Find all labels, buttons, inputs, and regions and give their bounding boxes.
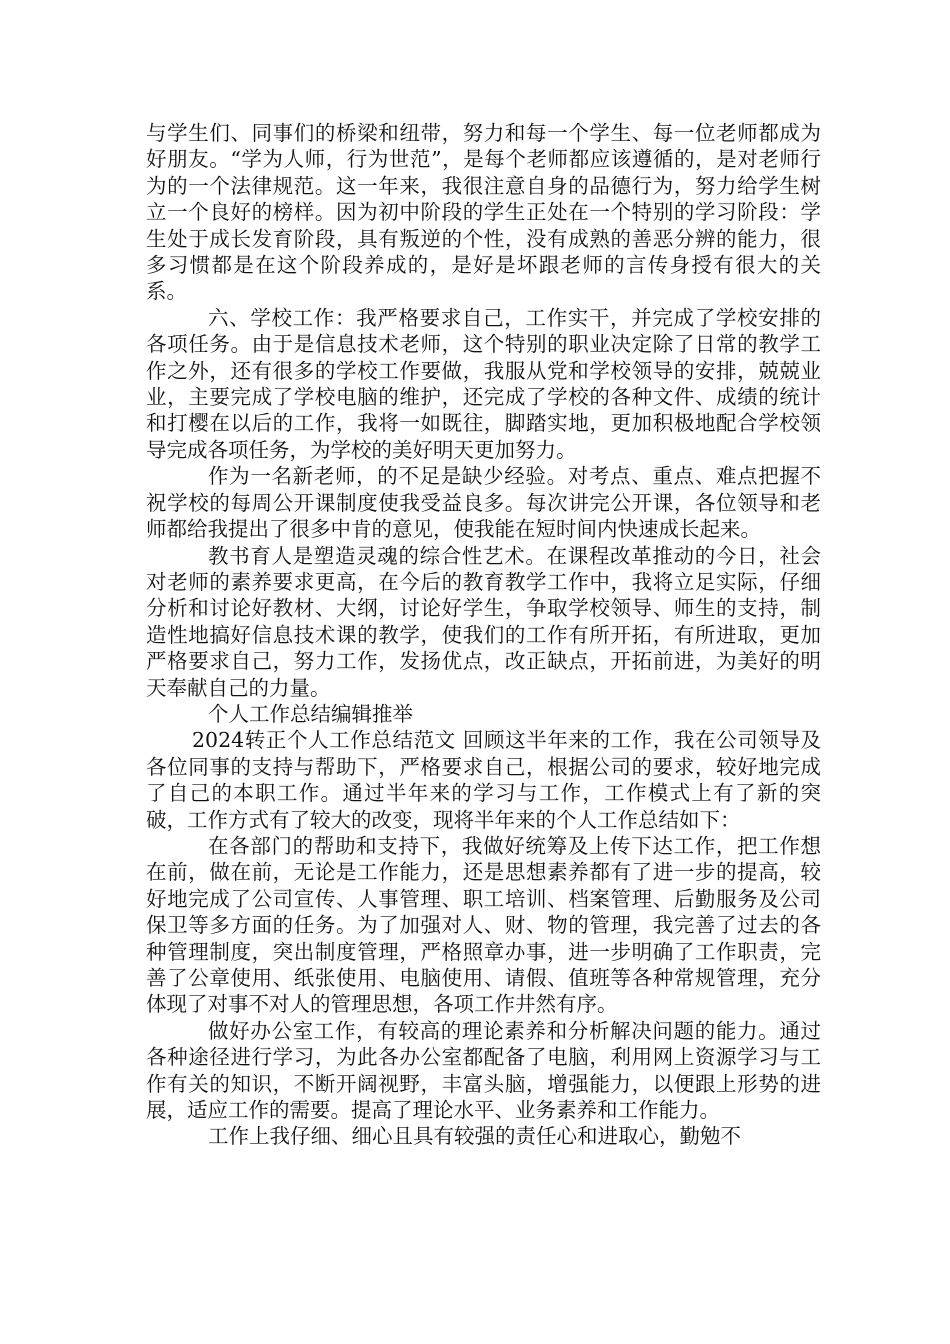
- paragraph-new-teacher: 作为一名新老师，的不足是缺少经验。对考点、重点、难点把握不祝学校的每周公开课制度使我受益良多。每次讲完公开课，各位领导和老师都给我提出了很多中肯的意见，使我能在短时间内快速成长起来。: [146, 464, 821, 542]
- paragraph-continuation: 与学生们、同事们的桥梁和纽带，努力和每一个学生、每一位老师都成为好朋友。“学为人师，行为世范”，是每个老师都应该遵循的，是对老师行为的一个法律规范。这一年来，我很注意自身的品德行为，努力给学生树立一个良好的榜样。因为初中阶段的学生正处在一个特别的学习阶段：学生处于成长发育阶段，具有叛逆的个性，没有成熟的善恶分辨的能力，很多习惯都是在这个阶段养成的，是好是坏跟老师的言传身授有很大的关系。: [146, 121, 821, 304]
- paragraph-school-work: 六、学校工作：我严格要求自己，工作实干，并完成了学校安排的各项任务。由于是信息技术老师，这个特别的职业决定除了日常的教学工作之外，还有很多的学校工作要做，我服从党和学校领导的安排，兢兢业业，主要完成了学校电脑的维护，还完成了学校的各种文件、成绩的统计和打樱在以后的工作，我将一如既往，脚踏实地，更加积极地配合学校领导完成各项任务，为学校的美好明天更加努力。: [146, 305, 821, 462]
- paragraph-teaching-art: 教书育人是塑造灵魂的综合性艺术。在课程改革推动的今日，社会对老师的素养要求更高，在今后的教育教学工作中，我将立足实际，仔细分析和讨论好教材、大纲，讨论好学生，争取学校领导、师生的支持，制造性地搞好信息技术课的教学，使我们的工作有所开拓，有所进取，更加严格要求自己，努力工作，发扬优点，改正缺点，开拓前进，为美好的明天奉献自己的力量。: [146, 543, 821, 700]
- document-page: [146, 120, 821, 1150]
- paragraph-work-attitude: 工作上我仔细、细心且具有较强的责任心和进取心，勤勉不: [208, 1124, 741, 1149]
- paragraph-department-support: 在各部门的帮助和支持下，我做好统筹及上传下达工作，把工作想在前，做在前，无论是工作能力，还是思想素养都有了进一步的提高，较好地完成了公司宣传、人事管理、职工培训、档案管理、后勤服务及公司保卫等多方面的任务。为了加强对人、财、物的管理，我完善了过去的各种管理制度，突出制度管理，严格照章办事，进一步明确了工作职责，完善了公章使用、纸张使用、电脑使用、请假、值班等各种常规管理，充分体现了对事不对人的管理思想，各项工作井然有序。: [146, 833, 821, 1017]
- paragraph-office-work: 做好办公室工作，有较高的理论素养和分析解决问题的能力。通过各种途径进行学习，为此各办公室都配备了电脑，利用网上资源学习与工作有关的知识，不断开阔视野，丰富头脑，增强能力，以便跟上形势的进展，适应工作的需要。提高了理论水平、业务素养和工作能力。: [146, 1018, 821, 1123]
- paragraph-summary-intro: 2024转正个人工作总结范文 回顾这半年来的工作，我在公司领导及各位同事的支持与帮助下，严格要求自己，根据公司的要求，较好地完成了自己的本职工作。通过半年来的学习与工作，工作模式上有了新的突破，工作方式有了较大的改变，现将半年来的个人工作总结如下：: [146, 728, 821, 832]
- section-heading: 个人工作总结编辑推举: [208, 701, 413, 726]
